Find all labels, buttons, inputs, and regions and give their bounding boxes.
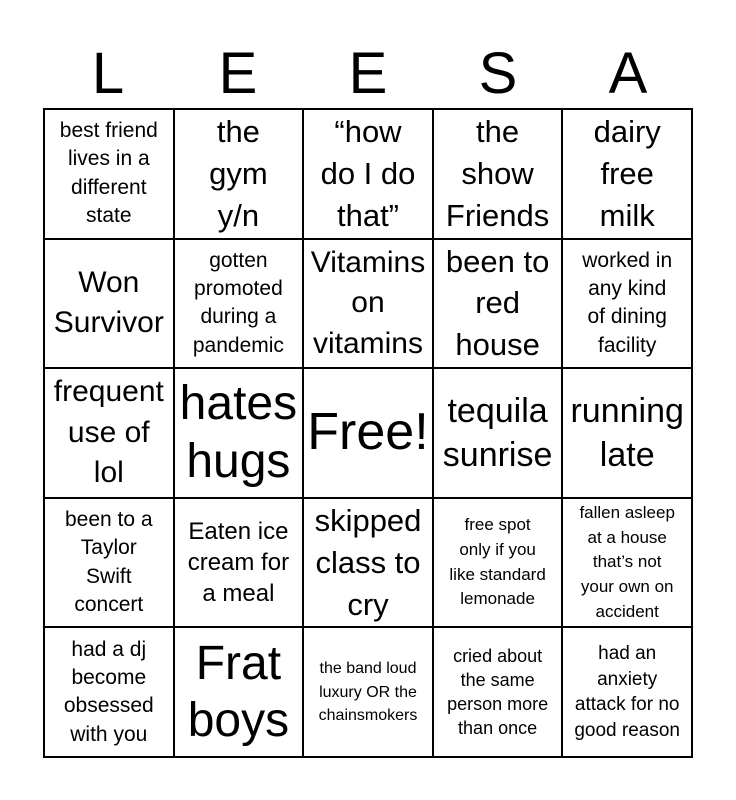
- cell-text: the gym y/n: [209, 114, 268, 233]
- cell-text: cried about the same person more than once: [447, 645, 549, 739]
- cell-text: the show Friends: [445, 114, 550, 233]
- header-letter-5: A: [608, 41, 648, 106]
- bingo-cell-r3c5[interactable]: [562, 368, 692, 498]
- cell-text: gotten promoted during a pandemic: [192, 248, 284, 357]
- bingo-cell-r5c2[interactable]: [174, 627, 304, 757]
- cell-text: worked in any kind of dining facility: [582, 248, 673, 357]
- cell-text: Free!: [307, 403, 429, 462]
- bingo-header: [43, 40, 693, 108]
- cell-text: Won Survivor: [53, 265, 164, 340]
- bingo-cell-r3c2[interactable]: [174, 368, 304, 498]
- cell-text: “how do I do that”: [320, 114, 416, 233]
- header-letter-4: S: [478, 41, 518, 106]
- cell-text: frequent use of lol: [53, 375, 164, 490]
- cell-text: Eaten ice cream for a meal: [187, 517, 290, 608]
- bingo-cell-r2c3[interactable]: [303, 239, 433, 369]
- cell-text: had a dj become obsessed with you: [63, 637, 154, 746]
- cell-text: tequila sunrise: [442, 391, 553, 474]
- header-letter-1: L: [91, 41, 125, 106]
- bingo-cell-r5c1[interactable]: [44, 627, 174, 757]
- bingo-cell-r2c1[interactable]: [44, 239, 174, 369]
- bingo-cell-r2c5[interactable]: [562, 239, 692, 369]
- cell-text: running late: [570, 391, 684, 474]
- free-space[interactable]: [303, 368, 433, 498]
- cell-text: hates hugs: [179, 377, 298, 488]
- bingo-cell-r4c2[interactable]: [174, 498, 304, 628]
- cell-text: been to red house: [445, 243, 550, 363]
- cell-text: fallen asleep at a house that’s not your own on accident: [579, 502, 675, 621]
- bingo-cell-r2c4[interactable]: [433, 239, 563, 369]
- cell-text: best friend lives in a different state: [59, 119, 158, 228]
- bingo-cell-r3c1[interactable]: [44, 368, 174, 498]
- bingo-cell-r3c4[interactable]: [433, 368, 563, 498]
- bingo-cell-r1c2[interactable]: [174, 109, 304, 239]
- bingo-cell-r5c4[interactable]: [433, 627, 563, 757]
- bingo-cell-r4c5[interactable]: [562, 498, 692, 628]
- bingo-cell-r4c4[interactable]: [433, 498, 563, 628]
- cell-text: Frat boys: [187, 636, 290, 748]
- header-letter-2: E: [218, 41, 258, 106]
- cell-text: dairy free milk: [593, 114, 661, 233]
- cell-text: skipped class to cry: [314, 502, 422, 622]
- cell-text: been to a Taylor Swift concert: [65, 507, 153, 616]
- cell-text: free spot only if you like standard lemonade: [449, 515, 546, 609]
- bingo-cell-r4c1[interactable]: [44, 498, 174, 628]
- bingo-cell-r1c1[interactable]: [44, 109, 174, 239]
- bingo-cell-r2c2[interactable]: [174, 239, 304, 369]
- bingo-cell-r1c4[interactable]: [433, 109, 563, 239]
- bingo-cell-r5c5[interactable]: [562, 627, 692, 757]
- cell-text: had an anxiety attack for no good reason: [574, 642, 681, 741]
- bingo-cell-r1c3[interactable]: [303, 109, 433, 239]
- bingo-cell-r4c3[interactable]: [303, 498, 433, 628]
- cell-text: Vitamins on vitamins: [310, 245, 426, 360]
- header-letter-3: E: [348, 41, 388, 106]
- cell-text: the band loud luxury OR the chainsmokers: [318, 660, 418, 724]
- bingo-cell-r5c3[interactable]: [303, 627, 433, 757]
- bingo-board: [43, 108, 693, 758]
- bingo-cell-r1c5[interactable]: [562, 109, 692, 239]
